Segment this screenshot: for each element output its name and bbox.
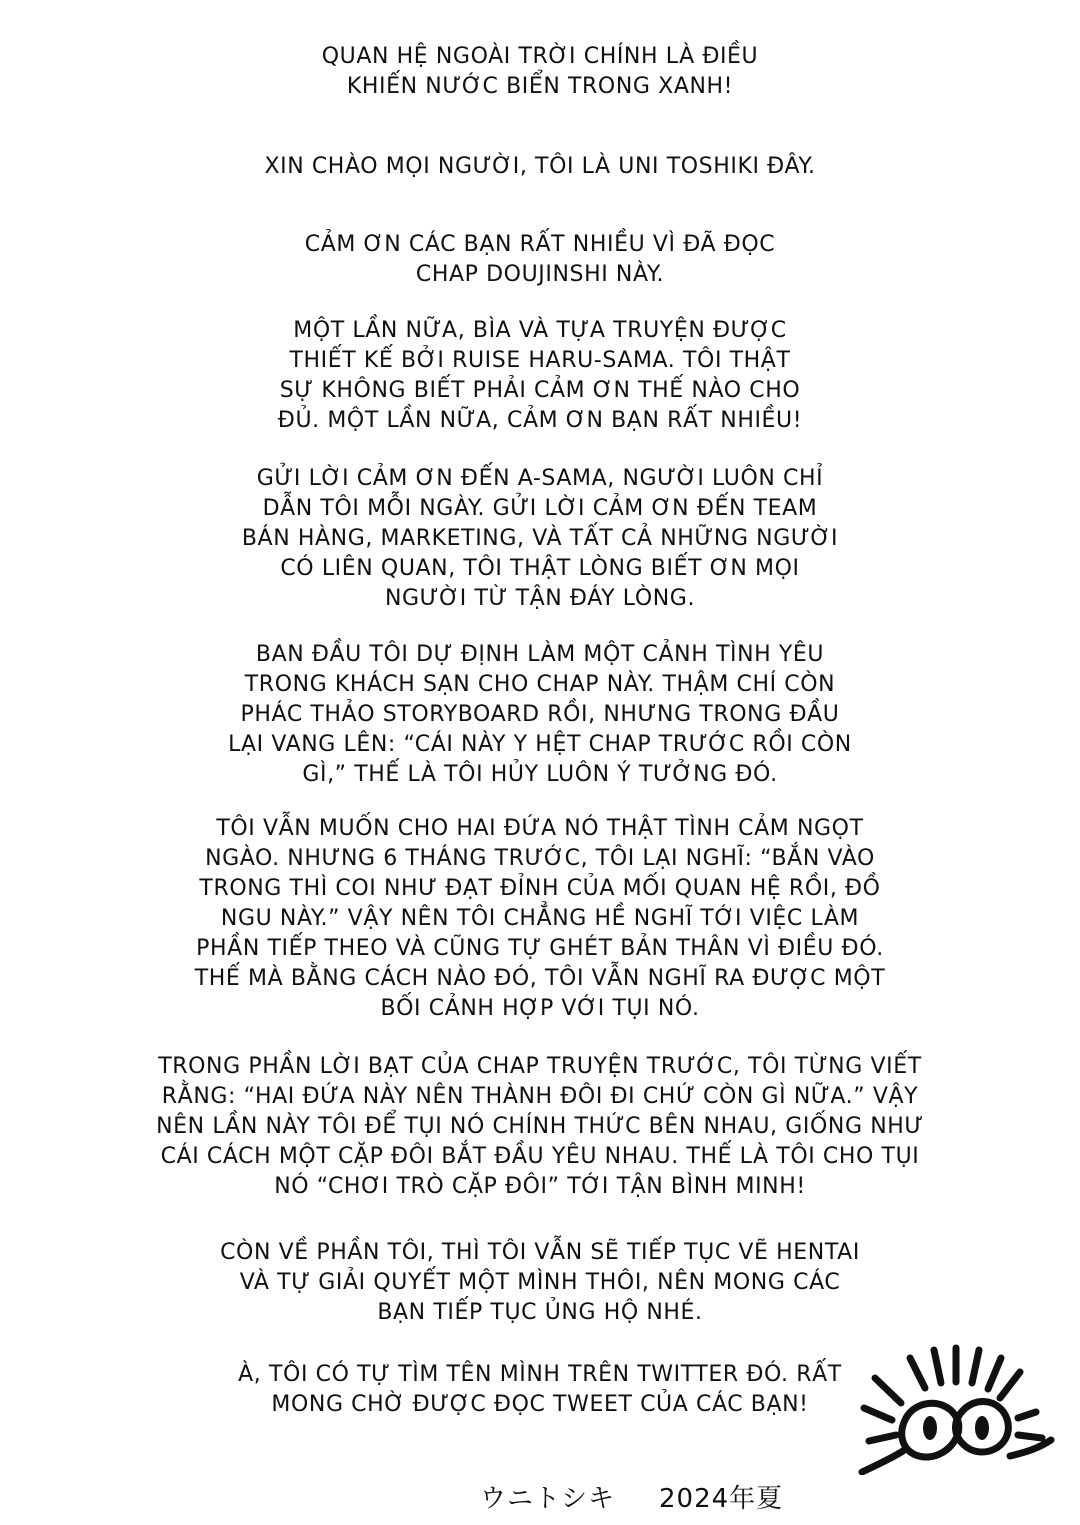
- text-line: THẾ MÀ BẰNG CÁCH NÀO ĐÓ, TÔI VẪN NGHĨ RA ĐƯỢC MỘT: [194, 966, 886, 991]
- paragraph-p3: [130, 230, 950, 290]
- text-line: THIẾT KẾ BỞI RUISE HARU-SAMA. TÔI THẬT: [289, 348, 791, 373]
- text-line: PHẦN TIẾP THEO VÀ CŨNG TỰ GHÉT BẢN THÂN VÌ ĐIỀU ĐÓ.: [196, 936, 884, 961]
- text-line: TRONG PHẦN LỜI BẠT CỦA CHAP TRUYỆN TRƯỚC, TÔI TỪNG VIẾT: [158, 1054, 922, 1079]
- doodle-face-icon: [852, 1340, 1057, 1475]
- paragraph-p1: [130, 42, 950, 102]
- text-line: CẢM ƠN CÁC BẠN RẤT NHIỀU VÌ ĐÃ ĐỌC: [304, 232, 776, 257]
- text-line: PHÁC THẢO STORYBOARD RỒI, NHƯNG TRONG ĐẦU: [240, 702, 840, 727]
- text-line: GÌ,” THẾ LÀ TÔI HỦY LUÔN Ý TƯỞNG ĐÓ.: [302, 762, 778, 787]
- text-line: BAN ĐẦU TÔI DỰ ĐỊNH LÀM MỘT CẢNH TÌNH YÊU: [255, 642, 825, 667]
- text-line: NGÀO. NHƯNG 6 THÁNG TRƯỚC, TÔI LẠI NGHĨ: “BẮN VÀO: [205, 846, 875, 871]
- paragraph-p7: [130, 814, 950, 1024]
- text-line: BỐI CẢNH HỢP VỚI TỤI NÓ.: [380, 996, 700, 1021]
- text-line: BÁN HÀNG, MARKETING, VÀ TẤT CẢ NHỮNG NGƯỜI: [241, 526, 839, 551]
- doodle-eye-left: [923, 1416, 937, 1440]
- paragraph-p10: [130, 1360, 950, 1420]
- text-line: VÀ TỰ GIẢI QUYẾT MỘT MÌNH THÔI, NÊN MONG CÁC: [239, 1270, 841, 1295]
- paragraph-p8: [130, 1052, 950, 1202]
- author-name: ウニトシキ: [480, 1483, 616, 1514]
- text-line: NGƯỜI TỪ TẬN ĐÁY LÒNG.: [384, 586, 696, 611]
- text-line: MỘT LẦN NỮA, BÌA VÀ TỰA TRUYỆN ĐƯỢC: [293, 318, 787, 343]
- text-line: TÔI VẪN MUỐN CHO HAI ĐỨA NÓ THẬT TÌNH CẢM NGỌT: [216, 816, 864, 841]
- text-line: BẠN TIẾP TỤC ỦNG HỘ NHÉ.: [377, 1300, 703, 1325]
- text-line: RẰNG: “HAI ĐỨA NÀY NÊN THÀNH ĐÔI ĐI CHỨ CÒN GÌ NỮA.” VẬY: [161, 1084, 919, 1109]
- text-line: TRONG THÌ COI NHƯ ĐẠT ĐỈNH CỦA MỐI QUAN HỆ RỒI, ĐỒ: [199, 876, 881, 901]
- text-line: GỬI LỜI CẢM ƠN ĐẾN A-SAMA, NGƯỜI LUÔN CHỈ: [256, 466, 824, 491]
- signature: [480, 1478, 800, 1514]
- text-line: TRONG KHÁCH SẠN CHO CHAP NÀY. THẬM CHÍ CÒN: [244, 672, 836, 697]
- text-line: KHIẾN NƯỚC BIỂN TRONG XANH!: [346, 74, 734, 99]
- text-line: ĐỦ. MỘT LẦN NỮA, CẢM ƠN BẠN RẤT NHIỀU!: [277, 408, 803, 433]
- paragraph-p4: [130, 316, 950, 436]
- text-line: QUAN HỆ NGOÀI TRỜI CHÍNH LÀ ĐIỀU: [321, 44, 759, 69]
- text-line: CHAP DOUJINSHI NÀY.: [415, 262, 665, 287]
- signature-date: 2024年夏: [659, 1483, 784, 1514]
- text-line: MONG CHỜ ĐƯỢC ĐỌC TWEET CỦA CÁC BẠN!: [271, 1392, 809, 1417]
- paragraph-p9: [130, 1238, 950, 1328]
- text-line: CÁI CÁCH MỘT CẶP ĐÔI BẮT ĐẦU YÊU NHAU. THẾ LÀ TÔI CHO TỤI: [160, 1144, 920, 1169]
- text-line: NGU NÀY.” VẬY NÊN TÔI CHẲNG HỀ NGHĨ TỚI VIỆC LÀM: [220, 906, 860, 931]
- paragraph-p2: [130, 152, 950, 182]
- paragraph-p6: [130, 640, 950, 790]
- text-line: CÓ LIÊN QUAN, TÔI THẬT LÒNG BIẾT ƠN MỌI: [280, 556, 800, 581]
- text-line: À, TÔI CÓ TỰ TÌM TÊN MÌNH TRÊN TWITTER ĐÓ. RẤT: [238, 1362, 842, 1387]
- text-line: SỰ KHÔNG BIẾT PHẢI CẢM ƠN THẾ NÀO CHO: [279, 378, 801, 403]
- paragraph-p5: [130, 464, 950, 614]
- text-line: DẪN TÔI MỖI NGÀY. GỬI LỜI CẢM ƠN ĐẾN TEAM: [262, 496, 818, 521]
- text-line: XIN CHÀO MỌI NGƯỜI, TÔI LÀ UNI TOSHIKI ĐÂY.: [264, 154, 816, 179]
- text-line: LẠI VANG LÊN: “CÁI NÀY Y HỆT CHAP TRƯỚC RỒI CÒN: [228, 732, 852, 757]
- doodle-eye-right: [975, 1416, 989, 1440]
- text-line: CÒN VỀ PHẦN TÔI, THÌ TÔI VẪN SẼ TIẾP TỤC VẼ HENTAI: [220, 1240, 860, 1265]
- text-line: NÊN LẦN NÀY TÔI ĐỂ TỤI NÓ CHÍNH THỨC BÊN NHAU, GIỐNG NHƯ: [156, 1114, 924, 1139]
- text-line: NÓ “CHƠI TRÒ CẶP ĐÔI” TỚI TẬN BÌNH MINH!: [274, 1174, 806, 1199]
